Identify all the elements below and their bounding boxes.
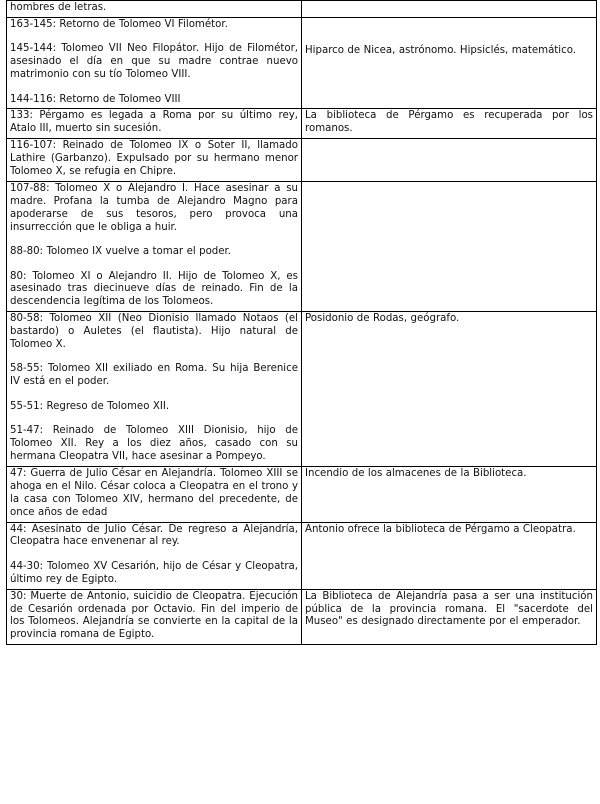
culture-text: La biblioteca de Pérgamo es recuperada por los romanos. (305, 110, 593, 135)
culture-text: Antonio ofrece la biblioteca de Pérgamo a Cleopatra. (305, 523, 576, 535)
culture-cell (302, 17, 597, 109)
events-cell (7, 17, 302, 109)
event-text: 116-107: Reinado de Tolomeo IX o Soter II, llamado Lathire (Garbanzo). Expulsado por su hermano menor Tolomeo X, se refugia en Chipre. (10, 140, 298, 178)
event-text: 133: Pérgamo es legada a Roma por su último rey, Atalo III, muerto sin sucesión. (10, 110, 298, 135)
table-row (7, 181, 597, 311)
event-text: 55-51: Regreso de Tolomeo XII. (10, 400, 170, 412)
table-row (7, 312, 597, 467)
table-row (7, 139, 597, 182)
table-row (7, 1, 597, 18)
event-text: 107-88: Tolomeo X o Alejandro I. Hace asesinar a su madre. Profana la tumba de Alejandro Magno para apoderarse de sus tesoros, pero provoca una insurrección que le obliga a huir. (10, 182, 298, 233)
event-text: hombres de letras. (10, 2, 107, 13)
table-row (7, 109, 597, 139)
culture-cell (302, 109, 597, 139)
events-cell (7, 466, 302, 522)
event-text: 163-145: Retorno de Tolomeo VI Filométor. (10, 18, 228, 30)
table-row (7, 466, 597, 522)
events-cell (7, 139, 302, 182)
event-text: 47: Guerra de Julio César en Alejandría. Tolomeo XIII se ahoga en el Nilo. César coloca a Cleopatra en el trono y la casa con Tolomeo XIV, hermano del precedente, de once años de edad (10, 467, 298, 518)
events-cell (7, 181, 302, 311)
events-cell (7, 589, 302, 645)
event-text: 145-144: Tolomeo VII Neo Filopátor. Hijo de Filométor, asesinado el día en que su madre contrae nuevo matrimonio con su tío Tolomeo VIII. (10, 43, 298, 81)
events-cell (7, 109, 302, 139)
culture-cell (302, 466, 597, 522)
events-cell (7, 312, 302, 467)
events-cell (7, 522, 302, 589)
culture-cell (302, 589, 597, 645)
events-cell (7, 1, 302, 18)
event-text: 58-55: Tolomeo XII exiliado en Roma. Su hija Berenice IV está en el poder. (10, 363, 298, 388)
event-text: 88-80: Tolomeo IX vuelve a tomar el poder. (10, 246, 232, 258)
event-text: 51-47: Reinado de Tolomeo XIII Dionisio, hijo de Tolomeo XII. Rey a los diez años, casado con su hermana Cleopatra VII, hace asesinar a Pompeyo. (10, 425, 298, 462)
culture-cell (302, 1, 597, 18)
chronology-table-body (7, 1, 597, 645)
event-text: 44-30: Tolomeo XV Cesarión, hijo de César y Cleopatra, último rey de Egipto. (10, 560, 298, 585)
culture-text: Posidonio de Rodas, geógrafo. (305, 313, 460, 325)
event-text: 144-116: Retorno de Tolomeo VIII (10, 93, 181, 105)
culture-cell (302, 181, 597, 311)
event-text: 44: Asesinato de Julio César. De regreso a Alejandría, Cleopatra hace envenenar al rey. (10, 523, 298, 548)
chronology-table (6, 0, 597, 645)
table-row (7, 589, 597, 645)
table-row (7, 17, 597, 109)
culture-cell (302, 312, 597, 467)
culture-text: Incendio de los almacenes de la Biblioteca. (305, 467, 527, 479)
event-text: 30: Muerte de Antonio, suicidio de Cleopatra. Ejecución de Cesarión ordenada por Octavio. Fin del imperio de los Tolomeos. Alejandría se convierte en la capital de la provincia romana de Egipto. (10, 590, 298, 641)
culture-cell (302, 139, 597, 182)
culture-cell (302, 522, 597, 589)
event-text: 80: Tolomeo XI o Alejandro II. Hijo de Tolomeo X, es asesinado tras diecinueve días de reinado. Fin de la descendencia legítima de los Tolomeos. (10, 270, 298, 308)
event-text: 80-58: Tolomeo XII (Neo Dionisio llamado Notaos (el bastardo) o Auletes (el flautista). Hijo natural de Tolomeo X. (10, 313, 298, 351)
culture-text: Hiparco de Nicea, astrónomo. Hipsiclés, matemático. (305, 44, 577, 56)
table-row (7, 522, 597, 589)
culture-text: La Biblioteca de Alejandría pasa a ser una institución pública de la provincia romana. El "sacerdote del Museo" es designado directamente por el emperador. (305, 590, 593, 628)
